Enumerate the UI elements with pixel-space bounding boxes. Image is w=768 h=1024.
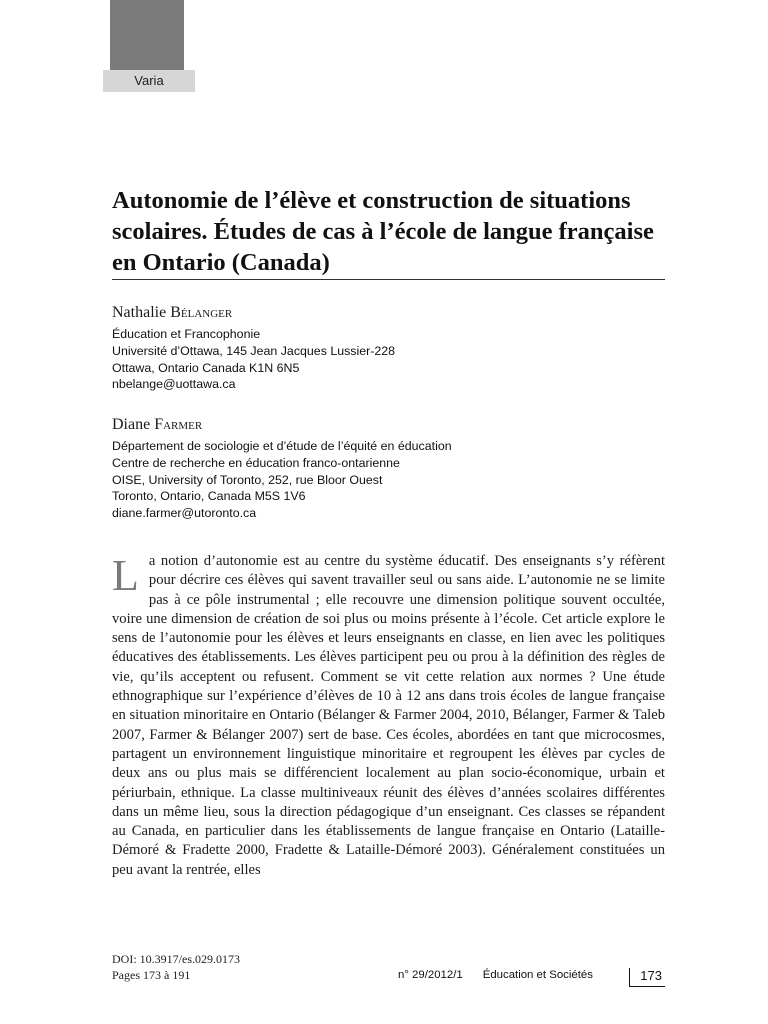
title-rule (112, 279, 665, 280)
author-block-1 (112, 302, 672, 393)
abstract-paragraph (112, 552, 665, 880)
author-last-name: Bélanger (170, 304, 233, 321)
article-title: Autonomie de l’élève et construction de situations scolaires. Études de cas à l’école de langue française en Ontario (Canada) (112, 187, 654, 276)
author-email: diane.farmer@utoronto.ca (112, 506, 257, 521)
author-last-name: Farmer (154, 416, 203, 433)
affiliation-line: Toronto, Ontario, Canada M5S 1V6 (112, 489, 306, 504)
affiliation-line: Ottawa, Ontario Canada K1N 6N5 (112, 360, 300, 375)
section-tab-bar (110, 0, 184, 70)
footer-journal (398, 966, 665, 985)
doi-text: DOI: 10.3917/es.029.0173 (112, 952, 240, 966)
pages-range: Pages 173 à 191 (112, 968, 191, 982)
section-label: Varia (103, 70, 195, 92)
issue-number: n° 29/2012/1 (398, 969, 463, 981)
journal-name: Éducation et Sociétés (482, 969, 593, 981)
abstract-text: a notion d’autonomie est au centre du système éducatif. Des enseignants s’y réfèrent pour décrire ces élèves qui savent travailler seul ou sans aide. L’autonomie ne se limite pas à ce pôle instrumental ; elle recouvre une dimension politique souvent occultée, voire une dimension de création de soi plus ou moins présente à l’école. Cet article explore le sens de l’autonomie pour les élèves et leurs enseignants en classe, en lien avec les politiques éducatives des établissements. Les élèves participent peu ou prou à la définition des règles de vie, qu’ils acceptent ou refusent. Comment se vit cette relation aux normes ? Une étude ethnographique sur l’expérience d’élèves de 10 à 12 ans dans trois écoles de langue française en situation minoritaire en Ontario (Bélanger & Farmer 2004, 2010, Bélanger, Farmer & Taleb 2007, Farmer & Bélanger 2007) sert de base. Ces écoles, abordées en tant que microcosmes, partagent un environnement linguistique minoritaire et regroupent les élèves par cycles de deux ans ou plus mais se différencient localement au plan socio-économique, urbain et périurbain, ethnique. La classe multiniveaux réunit des élèves d’années scolaires différentes dans un même lieu, sous la direction pédagogique d’un enseignant. Ces classes se répandent au Canada, en particulier dans les établissements de langue française en Ontario (Lataille-Démoré & Fradette 2000, Fradette & Lataille-Démoré 2003). Généralement constituées un peu avant la rentrée, elles (112, 553, 665, 878)
author-first-name: Nathalie (112, 304, 167, 321)
author-name (112, 414, 672, 436)
author-name (112, 302, 672, 324)
affiliation-line: OISE, University of Toronto, 252, rue Bloor Ouest (112, 472, 383, 487)
drop-cap: L (112, 551, 139, 600)
affiliation-line: Centre de recherche en éducation franco-ontarienne (112, 455, 400, 470)
affiliation-line: Université d’Ottawa, 145 Jean Jacques Lussier-228 (112, 343, 396, 358)
page-number: 173 (629, 968, 665, 987)
author-block-2 (112, 414, 672, 522)
footer-citation (112, 951, 240, 983)
affiliation-line: Éducation et Francophonie (112, 327, 261, 341)
author-first-name: Diane (112, 416, 151, 433)
author-email: nbelange@uottawa.ca (112, 377, 236, 392)
affiliation-line: Département de sociologie et d’étude de l’équité en éducation (112, 439, 452, 453)
